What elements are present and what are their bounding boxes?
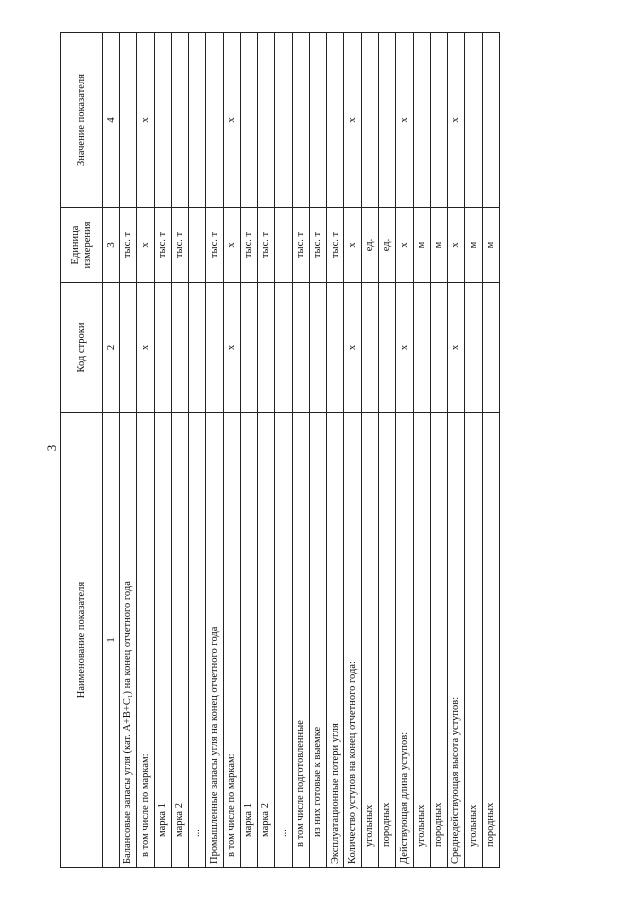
row-unit: ед. xyxy=(361,208,378,283)
row-value xyxy=(465,33,482,208)
row-name: породных xyxy=(430,413,447,868)
row-value xyxy=(120,33,137,208)
row-unit: тыс. т xyxy=(240,208,257,283)
row-value xyxy=(206,33,223,208)
rotated-page-content xyxy=(60,33,500,868)
row-name: угольных xyxy=(465,413,482,868)
table-row xyxy=(137,33,154,868)
row-unit: x xyxy=(448,208,465,283)
col-number-1: 1 xyxy=(103,413,120,868)
row-value xyxy=(327,33,344,208)
row-code xyxy=(361,283,378,413)
table-row xyxy=(482,33,499,868)
table-row xyxy=(465,33,482,868)
row-code xyxy=(482,283,499,413)
table-row xyxy=(240,33,257,868)
table-row xyxy=(223,33,240,868)
table-row xyxy=(189,33,206,868)
row-code xyxy=(327,283,344,413)
table-row xyxy=(430,33,447,868)
row-name: породных xyxy=(378,413,395,868)
row-value: x xyxy=(137,33,154,208)
table-row xyxy=(292,33,309,868)
row-value xyxy=(258,33,275,208)
row-unit: x xyxy=(137,208,154,283)
row-value xyxy=(430,33,447,208)
row-value xyxy=(413,33,430,208)
row-name: ... xyxy=(189,413,206,868)
row-code xyxy=(430,283,447,413)
col-number-2: 2 xyxy=(103,283,120,413)
page-number: 3 xyxy=(44,444,59,452)
row-code xyxy=(309,283,326,413)
row-code xyxy=(413,283,430,413)
table-row xyxy=(258,33,275,868)
table-row xyxy=(378,33,395,868)
row-code xyxy=(154,283,171,413)
row-code xyxy=(206,283,223,413)
indicators-table xyxy=(60,32,500,868)
row-unit: x xyxy=(396,208,413,283)
row-unit: тыс. т xyxy=(292,208,309,283)
row-code xyxy=(120,283,137,413)
col-header-value: Значение показателя xyxy=(61,33,103,208)
row-unit: x xyxy=(223,208,240,283)
row-value xyxy=(378,33,395,208)
row-name: ... xyxy=(275,413,292,868)
row-code: x xyxy=(396,283,413,413)
row-name: Промышленные запасы угля на конец отчетного года xyxy=(206,413,223,868)
table-row xyxy=(448,33,465,868)
row-code xyxy=(292,283,309,413)
row-name: Действующая длина уступов: xyxy=(396,413,413,868)
row-unit: тыс. т xyxy=(327,208,344,283)
table-header-row xyxy=(61,33,103,868)
row-unit: тыс. т xyxy=(171,208,188,283)
row-name: Эксплуатационные потери угля xyxy=(327,413,344,868)
table-row xyxy=(309,33,326,868)
row-value xyxy=(171,33,188,208)
row-name: марка 2 xyxy=(258,413,275,868)
table-row xyxy=(206,33,223,868)
row-name: в том числе подготовленные xyxy=(292,413,309,868)
col-header-unit: Единица измерения xyxy=(61,208,103,283)
row-unit: тыс. т xyxy=(154,208,171,283)
row-name: марка 2 xyxy=(171,413,188,868)
row-value: x xyxy=(344,33,361,208)
col-number-4: 4 xyxy=(103,33,120,208)
col-number-3: 3 xyxy=(103,208,120,283)
table-row xyxy=(327,33,344,868)
col-header-name: Наименование показателя xyxy=(61,413,103,868)
row-unit: тыс. т xyxy=(206,208,223,283)
row-name: угольных xyxy=(413,413,430,868)
row-unit: x xyxy=(344,208,361,283)
row-unit: м xyxy=(413,208,430,283)
row-code xyxy=(189,283,206,413)
row-unit xyxy=(189,208,206,283)
row-value: x xyxy=(448,33,465,208)
row-code: x xyxy=(137,283,154,413)
row-name: в том числе по маркам: xyxy=(223,413,240,868)
row-name: марка 1 xyxy=(154,413,171,868)
row-code xyxy=(171,283,188,413)
row-value xyxy=(154,33,171,208)
row-value xyxy=(189,33,206,208)
column-number-row xyxy=(103,33,120,868)
row-code: x xyxy=(223,283,240,413)
row-unit: тыс. т xyxy=(309,208,326,283)
table-row xyxy=(275,33,292,868)
table-row xyxy=(413,33,430,868)
row-unit: ед. xyxy=(378,208,395,283)
row-code xyxy=(258,283,275,413)
row-name: Количество уступов на конец отчетного года: xyxy=(344,413,361,868)
row-value xyxy=(361,33,378,208)
row-value: x xyxy=(223,33,240,208)
row-name: породных xyxy=(482,413,499,868)
row-value: x xyxy=(396,33,413,208)
row-unit xyxy=(275,208,292,283)
row-unit: м xyxy=(430,208,447,283)
row-unit: м xyxy=(465,208,482,283)
row-code xyxy=(378,283,395,413)
table-row xyxy=(396,33,413,868)
row-name: марка 1 xyxy=(240,413,257,868)
row-unit: тыс. т xyxy=(258,208,275,283)
row-code: x xyxy=(448,283,465,413)
row-code xyxy=(240,283,257,413)
row-name: угольных xyxy=(361,413,378,868)
row-value xyxy=(482,33,499,208)
row-code: x xyxy=(344,283,361,413)
table-row xyxy=(344,33,361,868)
table-row xyxy=(154,33,171,868)
row-name: из них готовые к выемке xyxy=(309,413,326,868)
row-name: Среднедействующая высота уступов: xyxy=(448,413,465,868)
row-code xyxy=(275,283,292,413)
col-header-code: Код строки xyxy=(61,283,103,413)
row-unit: м xyxy=(482,208,499,283)
row-name: Балансовые запасы угля (кат. A+B+C₁) на конец отчетного года xyxy=(120,413,137,868)
row-value xyxy=(292,33,309,208)
row-value xyxy=(240,33,257,208)
row-name: в том числе по маркам: xyxy=(137,413,154,868)
table-row xyxy=(361,33,378,868)
row-code xyxy=(465,283,482,413)
row-value xyxy=(309,33,326,208)
table-row xyxy=(171,33,188,868)
table-row xyxy=(120,33,137,868)
row-unit: тыс. т xyxy=(120,208,137,283)
row-value xyxy=(275,33,292,208)
